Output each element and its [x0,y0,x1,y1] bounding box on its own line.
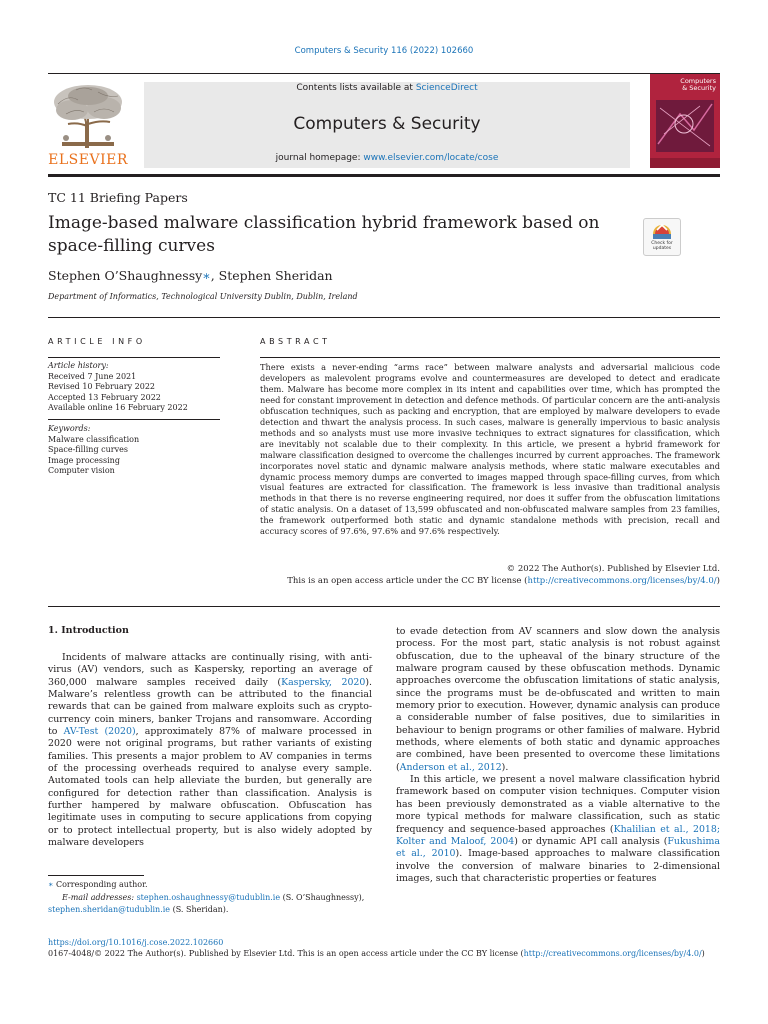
paragraph-text: to evade detection from AV scanners and slow down the analysis process. For the most part, static analysis is not robust against obfuscation, due to the upheaval of the binary structure of the malware program caused by these obfuscation methods. Dynamic approaches overcome the obfuscation limitations of static analysis, since the programs must be de-obfuscated and written to main memory prior to execution. However, dynamic analysis can produce a considerable number of false positives, due to similarities in behaviour to benign programs or other families of malware. Hybrid methods, where elements of both static and dynamic approaches are combined, have been presented to overcome these limitations ( [396,626,720,773]
journal-cover-thumbnail[interactable] [650,74,720,168]
contents-line [144,83,630,93]
paragraph-text: ). [501,761,509,773]
footnote-emails-continued [48,905,228,914]
journal-citation-link[interactable]: Computers & Security 116 (2022) 102660 [294,46,474,56]
paragraph [48,652,372,850]
check-for-updates-label: Check for updates [651,241,673,251]
doi-link[interactable]: https://doi.org/10.1016/j.cose.2022.102660 [48,938,224,947]
elsevier-wordmark: ELSEVIER [48,152,128,168]
history-label: Article history: [48,361,109,370]
abstract-text: There exists a never-ending “arms race” between malware analysts and adversarial malicious code developers as malevolent programs evolve and countermeasures are developed to detect and eradicate them. Malware has become more complex in its intent and capabilities over time, which has prompted the need for constant improvement in detection and defence methods. Of particular concern are the anti-analysis obfuscation techniques, such as packing and encryption, that are employed by malware developers to evade detection and thwart the analysis process. In such cases, malware is generally impervious to basic analysis methods and so analysts must use more invasive techniques to extract signatures for classification, which are inevitably not scalable due to their complexity. In this article, we present a hybrid framework for malware classification designed to overcome the challenges incurred by current approaches. The framework incorporates novel static and dynamic malware analysis methods, where static malware executables and dynamic process memory dumps are converted to images mapped through space-filling curves, from which visual features are extracted for classification. The framework is less invasive than traditional analysis methods in that there is no reverse engineering required, nor does it suffer from the obfuscation limitations of static analysis. On a dataset of 13,599 obfuscated and non-obfuscated malware samples from 23 families, the framework outperformed both static and dynamic standalone methods with precision, recall and accuracy scores of 97.6%, 97.6% and 97.6% respectively. [260,362,720,537]
sciencedirect-link[interactable]: ScienceDirect [415,83,478,93]
keyword-item: Space-filling curves [48,445,128,455]
paragraph-text: , approximately 87% of malware processed in 2020 were not original programs, but rather variants of existing families. This presents a major problem to AV companies in terms of the processing overheads required to analyse every sample. Automated tools can help alleviate the burden, but generally are configured for detection rather than classification. Analysis is further hampered by malware obfuscation. Obfuscation has legitimate uses in computing to secure applications from copying or to protect intellectual property, but is also widely adopted by malware developers [48,726,372,849]
footnote-rule [48,875,144,876]
abstract-copyright: © 2022 The Author(s). Published by Elsevier Ltd. [506,564,720,574]
right-column [396,626,720,885]
abstract-heading: ABSTRACT [260,337,331,346]
citation-link[interactable]: Kaspersky, 2020 [281,676,366,688]
author-separator: , [210,268,219,283]
keyword-item: Malware classification [48,434,140,444]
email-link[interactable]: stephen.oshaughnessy@tudublin.ie [136,893,281,902]
abstract-rule [260,357,720,358]
issn-suffix: ) [701,949,705,958]
license-prefix: This is an open access article under the CC BY license ( [287,576,528,586]
cover-title-line-1: Computers [680,77,716,85]
paragraph-text: ). Malware’s relentless growth can be attributed to the financial rewards that can be gained from malware exploits such as crypto-currency coin miners, banker Trojans and ransomware. According to [48,676,372,738]
keyword-item: Image processing [48,455,120,465]
paragraph [396,626,720,774]
paragraph-text: In this article, we present a novel malware classification hybrid framework based on computer vision techniques. Computer vision has been previously demonstrated as a viable alternative to the more typical methods for malware classification, such as static frequency and sequence-based approaches ( [396,774,720,835]
paragraph [396,774,720,885]
keywords-label: Keywords: [48,424,91,433]
email-link[interactable]: stephen.sheridan@tudublin.ie [48,905,171,914]
check-for-updates-button[interactable] [643,218,681,256]
email-owner: (S. Sheridan). [170,905,229,914]
abstract-license [260,576,720,586]
issn-text: 0167-4048/© 2022 The Author(s). Published by Elsevier Ltd. This is an open access article under the CC BY license ( [48,949,524,958]
footnote-emails [48,893,364,902]
affiliation: Department of Informatics, Technological University Dublin, Dublin, Ireland [48,292,358,301]
contents-prefix: Contents lists available at [296,83,416,93]
introduction-heading: 1. Introduction [48,625,129,636]
elsevier-tree-icon [48,82,128,150]
issn-line [48,949,705,958]
author-1[interactable]: Stephen O’Shaughnessy [48,268,203,283]
corresponding-author-mark[interactable]: ∗ [202,268,211,283]
masthead-rule [48,174,720,177]
citation-link[interactable]: Anderson et al., 2012 [399,761,502,773]
article-info-rule [48,357,220,358]
citation-link[interactable]: Fukushima et al., 2010 [396,835,720,860]
keyword-item: Computer vision [48,466,115,476]
cover-title [650,78,716,92]
footnote-corresponding [48,880,148,889]
paper-title: Image-based malware classification hybrid framework based on space-filling curves [48,213,600,256]
history-received: Received 7 June 2021 [48,371,137,381]
history-accepted: Accepted 13 February 2022 [48,392,161,402]
paragraph-text: ) or dynamic API call analysis ( [514,835,668,847]
section-label: TC 11 Briefing Papers [48,190,188,205]
paragraph-text: Incidents of malware attacks are continually rising, with anti-virus (AV) vendors, such as Kaspersky, reporting an average of 360,000 malware samples received daily ( [48,652,372,688]
corresponding-footnote-mark: ∗ [48,880,54,889]
history-revised: Revised 10 February 2022 [48,382,156,392]
author-list [48,268,333,283]
body-rule [48,606,720,607]
cc-license-link[interactable]: http://creativecommons.org/licenses/by/4.0/ [527,576,717,586]
paragraph-text: ). Image-based approaches to malware classification involve the conversion of malware binaries to 2-dimensional images, such that characteristic properties or features [396,848,721,884]
history-online: Available online 16 February 2022 [48,403,188,413]
keywords-rule [48,419,220,420]
footnote-text: Corresponding author. [53,880,148,889]
cover-title-line-2: & Security [682,84,716,92]
author-2[interactable]: Stephen Sheridan [218,268,333,283]
license-suffix: ) [716,576,720,586]
email-owner: (S. O’Shaughnessy), [280,893,365,902]
left-column [48,652,372,850]
homepage-prefix: journal homepage: [275,153,364,163]
article-info-heading: ARTICLE INFO [48,337,146,346]
top-rule [48,73,720,74]
citation-link[interactable]: AV-Test (2020) [63,726,136,738]
citation-link[interactable]: Khalilian et al., 2018; Kolter and Maloof, 2004 [396,823,721,847]
emails-label: E-mail addresses: [62,893,137,902]
check-for-updates-icon [644,220,680,242]
journal-homepage-link[interactable]: www.elsevier.com/locate/cose [363,153,499,163]
homepage-line [144,153,630,163]
title-rule [48,317,720,318]
journal-title: Computers & Security [293,114,481,134]
cc-license-link[interactable]: http://creativecommons.org/licenses/by/4.0/ [523,949,702,958]
